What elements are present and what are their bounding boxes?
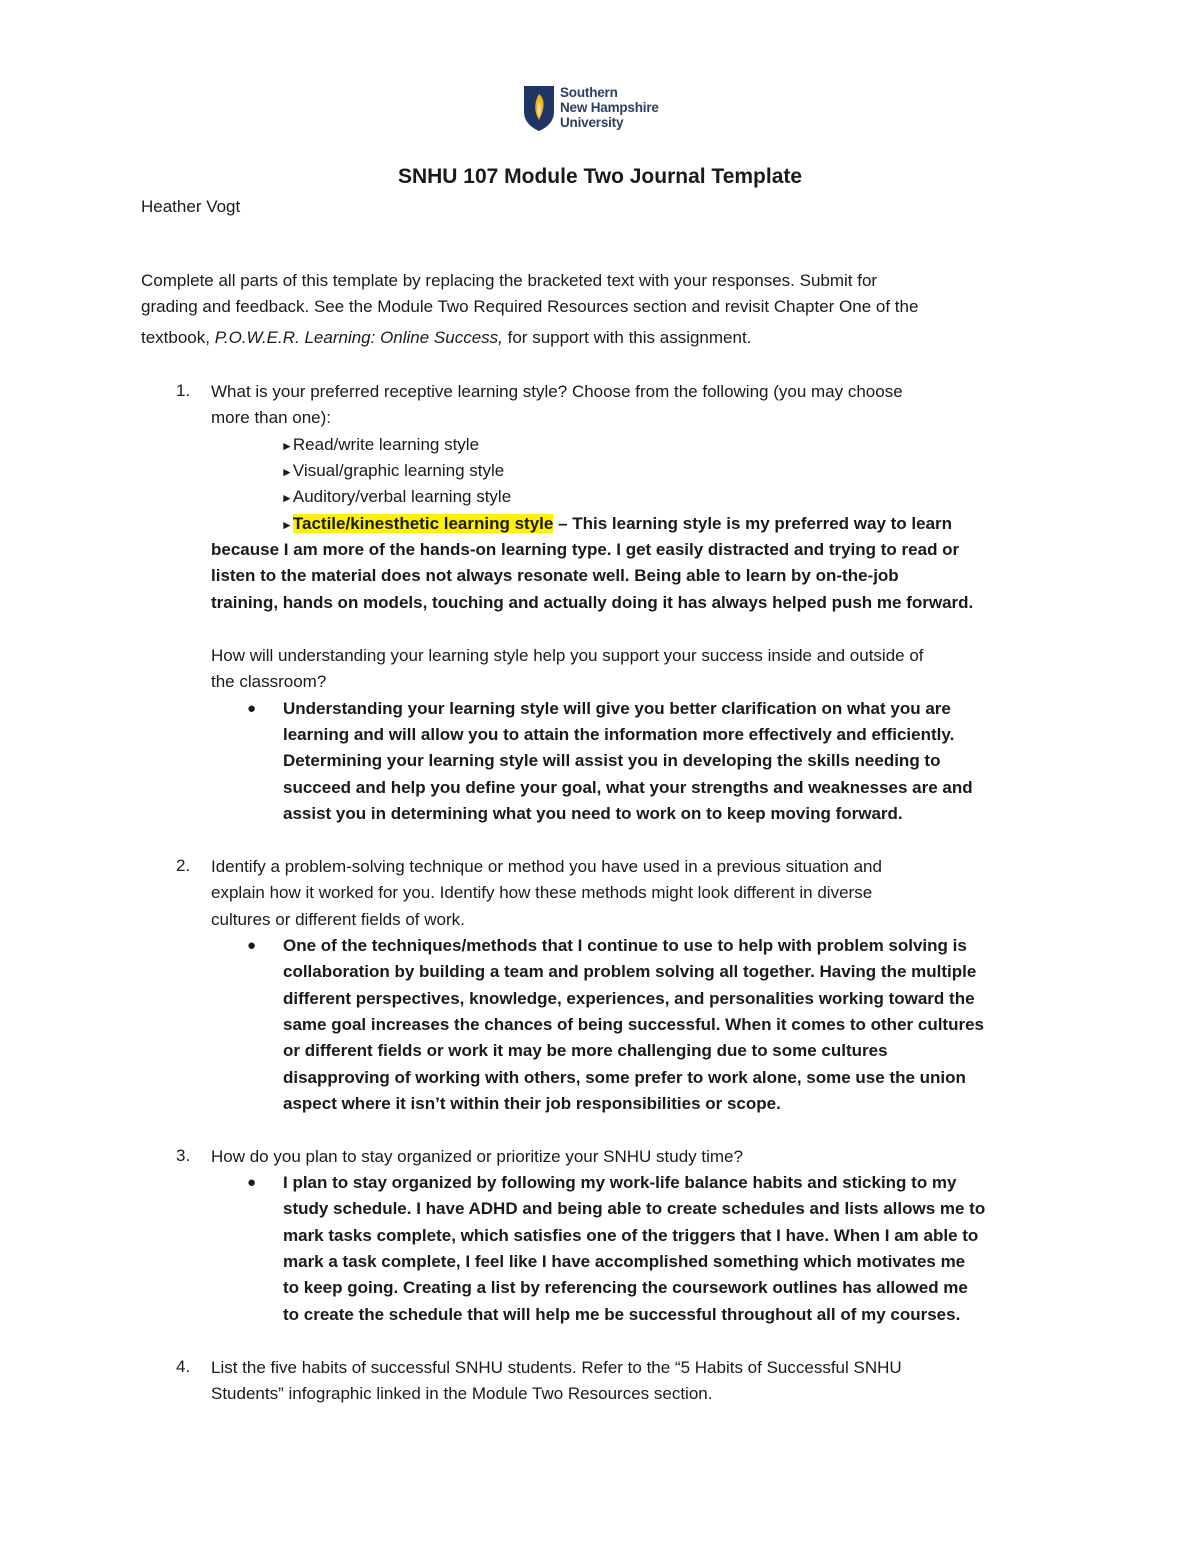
answer-1-line-4: training, hands on models, touching and actually doing it has always helped push me forward. (211, 593, 974, 612)
question-2-line-3: cultures or different fields of work. (211, 910, 465, 929)
question-number-1: 1. (176, 381, 191, 400)
option-label: Visual/graphic learning style (292, 461, 505, 480)
answer-3-line-2: study schedule. I have ADHD and being able to create schedules and lists allows me to (283, 1199, 986, 1218)
option-read-write (281, 434, 479, 457)
subquestion-line-1: How will understanding your learning style help you support your success inside and outside of (211, 646, 924, 665)
option-auditory-verbal (281, 486, 511, 509)
arrow-icon: ► (281, 439, 293, 453)
arrow-icon: ► (281, 518, 293, 532)
option-label: Auditory/verbal learning style (292, 487, 512, 506)
option-label: Read/write learning style (292, 435, 480, 454)
author-name: Heather Vogt (141, 197, 241, 216)
answer-3-line-3: mark tasks complete, which satisfies one of the triggers that I have. When I am able to (283, 1226, 979, 1245)
subquestion-line-2: the classroom? (211, 672, 327, 691)
bullet-icon: ● (247, 937, 257, 954)
question-3-line: How do you plan to stay organized or prioritize your SNHU study time? (211, 1147, 743, 1166)
intro-line-3 (141, 327, 751, 349)
question-number-2: 2. (176, 856, 191, 875)
page-title: SNHU 107 Module Two Journal Template (397, 165, 803, 188)
subanswer-line-4: succeed and help you define your goal, what your strengths and weaknesses are and (283, 778, 973, 797)
snhu-logo (522, 84, 692, 134)
question-4-line-1: List the five habits of successful SNHU students. Refer to the “5 Habits of Successful SNHU (211, 1358, 902, 1377)
question-4-line-2: Students” infographic linked in the Module Two Resources section. (211, 1384, 713, 1403)
answer-2-line-5: or different fields or work it may be more challenging due to some cultures (283, 1041, 888, 1060)
question-1-line-2: more than one): (211, 408, 332, 427)
subanswer-line-3: Determining your learning style will assist you in developing the skills needing to (283, 751, 941, 770)
answer-2-line-6: disapproving of working with others, some prefer to work alone, some use the union (283, 1068, 966, 1087)
question-number-4: 4. (176, 1357, 191, 1376)
question-1-line-1: What is your preferred receptive learning style? Choose from the following (you may choose (211, 382, 903, 401)
intro-line-2: grading and feedback. See the Module Two Required Resources section and revisit Chapter One of the (141, 297, 919, 316)
option-visual-graphic (281, 460, 504, 483)
subanswer-line-5: assist you in determining what you need to work on to keep moving forward. (283, 804, 903, 823)
question-2-line-2: explain how it worked for you. Identify how these methods might look different in diverse (211, 883, 873, 902)
arrow-icon: ► (281, 465, 293, 479)
bullet-icon: ● (247, 1174, 257, 1191)
question-number-3: 3. (176, 1146, 191, 1165)
answer-2-line-1: One of the techniques/methods that I continue to use to help with problem solving is (283, 936, 967, 955)
intro-text: textbook, (141, 328, 215, 347)
snhu-shield-icon (522, 84, 556, 132)
subanswer-line-2: learning and will allow you to attain the information more effectively and efficiently. (283, 725, 955, 744)
answer-3-line-6: to create the schedule that will help me be successful throughout all of my courses. (283, 1305, 961, 1324)
answer-text: – This learning style is my preferred way to learn (553, 514, 953, 533)
answer-3-line-4: mark a task complete, I feel like I have accomplished something which motivates me (283, 1252, 966, 1271)
answer-2-line-2: collaboration by building a team and problem solving all together. Having the multiple (283, 962, 977, 981)
question-2-line-1: Identify a problem-solving technique or method you have used in a previous situation and (211, 857, 882, 876)
answer-2-line-3: different perspectives, knowledge, experiences, and personalities working toward the (283, 989, 975, 1008)
option-tactile-kinesthetic (281, 513, 952, 536)
subanswer-line-1: Understanding your learning style will give you better clarification on what you are (283, 699, 951, 718)
arrow-icon: ► (281, 491, 293, 505)
highlighted-answer: Tactile/kinesthetic learning style (292, 514, 554, 533)
answer-2-line-4: same goal increases the chances of being successful. When it comes to other cultures (283, 1015, 984, 1034)
textbook-title: P.O.W.E.R. Learning: Online Success, (214, 328, 503, 347)
intro-line-1: Complete all parts of this template by replacing the bracketed text with your responses. Submit for (141, 271, 878, 290)
intro-text-end: for support with this assignment. (502, 328, 752, 347)
bullet-icon: ● (247, 700, 257, 717)
answer-2-line-7: aspect where it isn’t within their job responsibilities or scope. (283, 1094, 781, 1113)
answer-1-line-3: listen to the material does not always resonate well. Being able to learn by on-the-job (211, 566, 899, 585)
answer-3-line-1: I plan to stay organized by following my work-life balance habits and sticking to my (283, 1173, 957, 1192)
logo-wordmark: Southern New Hampshire University (560, 85, 659, 130)
answer-3-line-5: to keep going. Creating a list by referencing the coursework outlines has allowed me (283, 1278, 968, 1297)
answer-1-line-2: because I am more of the hands-on learning type. I get easily distracted and trying to read or (211, 540, 960, 559)
